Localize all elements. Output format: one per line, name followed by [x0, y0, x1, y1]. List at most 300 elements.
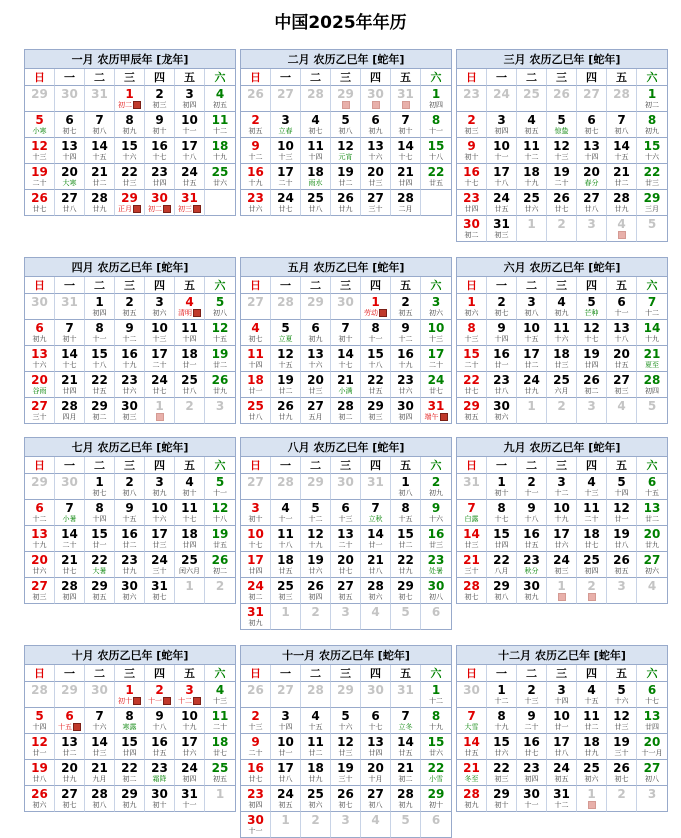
day-cell[interactable] [85, 294, 115, 320]
day-cell[interactable] [205, 294, 235, 320]
day-cell[interactable] [361, 138, 391, 164]
day-cell[interactable] [457, 682, 487, 708]
day-cell[interactable] [361, 760, 391, 786]
day-cell[interactable] [55, 86, 85, 112]
day-cell[interactable] [115, 138, 145, 164]
day-cell[interactable] [421, 526, 451, 552]
day-cell[interactable] [25, 372, 55, 398]
day-cell[interactable] [361, 708, 391, 734]
day-cell[interactable] [517, 294, 547, 320]
day-cell[interactable] [331, 812, 361, 838]
day-cell[interactable] [241, 708, 271, 734]
day-cell[interactable] [115, 190, 145, 216]
day-cell[interactable] [457, 86, 487, 112]
day-cell[interactable] [361, 372, 391, 398]
day-cell[interactable] [241, 138, 271, 164]
day-cell[interactable] [115, 526, 145, 552]
day-cell[interactable] [487, 164, 517, 190]
day-cell[interactable] [55, 708, 85, 734]
day-cell[interactable] [577, 708, 607, 734]
day-cell[interactable] [241, 578, 271, 604]
day-cell[interactable] [55, 112, 85, 138]
day-cell[interactable] [577, 86, 607, 112]
day-cell[interactable] [331, 164, 361, 190]
day-cell[interactable] [271, 526, 301, 552]
day-cell[interactable] [517, 320, 547, 346]
day-cell[interactable] [487, 86, 517, 112]
day-cell[interactable] [457, 578, 487, 604]
day-cell[interactable] [241, 190, 271, 216]
day-cell[interactable] [457, 190, 487, 216]
day-cell[interactable] [205, 760, 235, 786]
day-cell[interactable] [331, 734, 361, 760]
day-cell[interactable] [301, 604, 331, 630]
day-cell[interactable] [421, 552, 451, 578]
day-cell[interactable] [607, 474, 637, 500]
day-cell[interactable] [637, 760, 667, 786]
day-cell[interactable] [331, 526, 361, 552]
day-cell[interactable] [301, 708, 331, 734]
day-cell[interactable] [361, 682, 391, 708]
day-cell[interactable] [577, 372, 607, 398]
day-cell[interactable] [271, 346, 301, 372]
day-cell[interactable] [637, 86, 667, 112]
day-cell[interactable] [205, 474, 235, 500]
day-cell[interactable] [607, 112, 637, 138]
day-cell[interactable] [301, 812, 331, 838]
day-cell[interactable] [175, 138, 205, 164]
day-cell[interactable] [145, 138, 175, 164]
day-cell[interactable] [361, 294, 391, 320]
day-cell[interactable] [637, 112, 667, 138]
day-cell[interactable] [457, 708, 487, 734]
day-cell[interactable] [391, 552, 421, 578]
day-cell[interactable] [301, 398, 331, 424]
day-cell[interactable] [487, 190, 517, 216]
day-cell[interactable] [517, 734, 547, 760]
day-cell[interactable] [421, 578, 451, 604]
day-cell[interactable] [517, 578, 547, 604]
day-cell[interactable] [301, 294, 331, 320]
day-cell[interactable] [55, 138, 85, 164]
day-cell[interactable] [241, 474, 271, 500]
day-cell[interactable] [331, 500, 361, 526]
day-cell[interactable] [25, 578, 55, 604]
day-cell[interactable] [205, 526, 235, 552]
day-cell[interactable] [145, 474, 175, 500]
day-cell[interactable] [241, 86, 271, 112]
day-cell[interactable] [487, 734, 517, 760]
day-cell[interactable] [391, 86, 421, 112]
day-cell[interactable] [421, 812, 451, 838]
day-cell[interactable] [175, 294, 205, 320]
day-cell[interactable] [361, 526, 391, 552]
day-cell[interactable] [145, 372, 175, 398]
day-cell[interactable] [271, 164, 301, 190]
day-cell[interactable] [607, 734, 637, 760]
day-cell[interactable] [175, 398, 205, 424]
day-cell[interactable] [205, 372, 235, 398]
day-cell[interactable] [547, 526, 577, 552]
day-cell[interactable] [391, 112, 421, 138]
day-cell[interactable] [547, 294, 577, 320]
day-cell[interactable] [271, 474, 301, 500]
day-cell[interactable] [391, 760, 421, 786]
day-cell[interactable] [487, 216, 517, 242]
day-cell[interactable] [301, 786, 331, 812]
day-cell[interactable] [391, 526, 421, 552]
day-cell[interactable] [391, 812, 421, 838]
day-cell[interactable] [271, 500, 301, 526]
day-cell[interactable] [457, 552, 487, 578]
day-cell[interactable] [55, 474, 85, 500]
day-cell[interactable] [547, 708, 577, 734]
day-cell[interactable] [271, 86, 301, 112]
day-cell[interactable] [547, 320, 577, 346]
day-cell[interactable] [25, 552, 55, 578]
day-cell[interactable] [115, 552, 145, 578]
day-cell[interactable] [241, 500, 271, 526]
day-cell[interactable] [637, 552, 667, 578]
day-cell[interactable] [517, 760, 547, 786]
day-cell[interactable] [607, 760, 637, 786]
day-cell[interactable] [487, 474, 517, 500]
day-cell[interactable] [55, 320, 85, 346]
day-cell[interactable] [205, 708, 235, 734]
day-cell[interactable] [547, 164, 577, 190]
day-cell[interactable] [577, 346, 607, 372]
day-cell[interactable] [115, 86, 145, 112]
day-cell[interactable] [175, 708, 205, 734]
day-cell[interactable] [577, 294, 607, 320]
day-cell[interactable] [421, 760, 451, 786]
day-cell[interactable] [457, 138, 487, 164]
day-cell[interactable] [205, 578, 235, 604]
day-cell[interactable] [205, 86, 235, 112]
day-cell[interactable] [25, 526, 55, 552]
day-cell[interactable] [361, 474, 391, 500]
day-cell[interactable] [577, 500, 607, 526]
day-cell[interactable] [25, 398, 55, 424]
day-cell[interactable] [115, 320, 145, 346]
day-cell[interactable] [115, 372, 145, 398]
day-cell[interactable] [175, 346, 205, 372]
day-cell[interactable] [577, 398, 607, 424]
day-cell[interactable] [421, 86, 451, 112]
day-cell[interactable] [577, 190, 607, 216]
day-cell[interactable] [145, 112, 175, 138]
day-cell[interactable] [331, 138, 361, 164]
day-cell[interactable] [55, 164, 85, 190]
day-cell[interactable] [175, 500, 205, 526]
day-cell[interactable] [241, 112, 271, 138]
day-cell[interactable] [361, 604, 391, 630]
day-cell[interactable] [421, 734, 451, 760]
day-cell[interactable] [301, 474, 331, 500]
day-cell[interactable] [361, 190, 391, 216]
day-cell[interactable] [457, 164, 487, 190]
day-cell[interactable] [517, 346, 547, 372]
day-cell[interactable] [457, 474, 487, 500]
day-cell[interactable] [577, 682, 607, 708]
day-cell[interactable] [361, 552, 391, 578]
day-cell[interactable] [55, 578, 85, 604]
day-cell[interactable] [361, 112, 391, 138]
day-cell[interactable] [391, 164, 421, 190]
day-cell[interactable] [175, 164, 205, 190]
day-cell[interactable] [577, 734, 607, 760]
day-cell[interactable] [361, 786, 391, 812]
day-cell[interactable] [25, 474, 55, 500]
day-cell[interactable] [607, 164, 637, 190]
day-cell[interactable] [25, 682, 55, 708]
day-cell[interactable] [55, 190, 85, 216]
day-cell[interactable] [205, 138, 235, 164]
day-cell[interactable] [301, 320, 331, 346]
day-cell[interactable] [487, 786, 517, 812]
day-cell[interactable] [607, 578, 637, 604]
day-cell[interactable] [25, 786, 55, 812]
day-cell[interactable] [331, 398, 361, 424]
day-cell[interactable] [25, 86, 55, 112]
day-cell[interactable] [517, 398, 547, 424]
day-cell[interactable] [271, 708, 301, 734]
day-cell[interactable] [577, 552, 607, 578]
day-cell[interactable] [115, 164, 145, 190]
day-cell[interactable] [115, 760, 145, 786]
day-cell[interactable] [145, 760, 175, 786]
day-cell[interactable] [85, 578, 115, 604]
day-cell[interactable] [517, 164, 547, 190]
day-cell[interactable] [331, 372, 361, 398]
day-cell[interactable] [331, 552, 361, 578]
day-cell[interactable] [241, 682, 271, 708]
day-cell[interactable] [421, 708, 451, 734]
day-cell[interactable] [361, 346, 391, 372]
day-cell[interactable] [331, 708, 361, 734]
day-cell[interactable] [205, 346, 235, 372]
day-cell[interactable] [607, 320, 637, 346]
day-cell[interactable] [547, 474, 577, 500]
day-cell[interactable] [607, 682, 637, 708]
day-cell[interactable] [487, 320, 517, 346]
day-cell[interactable] [25, 708, 55, 734]
day-cell[interactable] [271, 320, 301, 346]
day-cell[interactable] [361, 86, 391, 112]
day-cell[interactable] [175, 320, 205, 346]
day-cell[interactable] [487, 526, 517, 552]
day-cell[interactable] [391, 138, 421, 164]
day-cell[interactable] [331, 190, 361, 216]
day-cell[interactable] [145, 682, 175, 708]
day-cell[interactable] [85, 708, 115, 734]
day-cell[interactable] [241, 164, 271, 190]
day-cell[interactable] [115, 294, 145, 320]
day-cell[interactable] [517, 112, 547, 138]
day-cell[interactable] [577, 112, 607, 138]
day-cell[interactable] [391, 604, 421, 630]
day-cell[interactable] [301, 190, 331, 216]
day-cell[interactable] [25, 190, 55, 216]
day-cell[interactable] [271, 760, 301, 786]
day-cell[interactable] [391, 500, 421, 526]
day-cell[interactable] [115, 734, 145, 760]
day-cell[interactable] [547, 372, 577, 398]
day-cell[interactable] [55, 786, 85, 812]
day-cell[interactable] [55, 682, 85, 708]
day-cell[interactable] [607, 526, 637, 552]
day-cell[interactable] [637, 708, 667, 734]
day-cell[interactable] [115, 500, 145, 526]
day-cell[interactable] [301, 526, 331, 552]
day-cell[interactable] [301, 372, 331, 398]
day-cell[interactable] [331, 760, 361, 786]
day-cell[interactable] [85, 164, 115, 190]
day-cell[interactable] [457, 786, 487, 812]
day-cell[interactable] [487, 500, 517, 526]
day-cell[interactable] [145, 786, 175, 812]
day-cell[interactable] [361, 164, 391, 190]
day-cell[interactable] [607, 708, 637, 734]
day-cell[interactable] [85, 190, 115, 216]
day-cell[interactable] [577, 526, 607, 552]
day-cell[interactable] [637, 138, 667, 164]
day-cell[interactable] [547, 190, 577, 216]
day-cell[interactable] [85, 346, 115, 372]
day-cell[interactable] [607, 786, 637, 812]
day-cell[interactable] [577, 164, 607, 190]
day-cell[interactable] [145, 320, 175, 346]
day-cell[interactable] [391, 474, 421, 500]
day-cell[interactable] [421, 604, 451, 630]
day-cell[interactable] [547, 112, 577, 138]
day-cell[interactable] [637, 786, 667, 812]
day-cell[interactable] [547, 552, 577, 578]
day-cell[interactable] [301, 346, 331, 372]
day-cell[interactable] [331, 786, 361, 812]
day-cell[interactable] [577, 760, 607, 786]
day-cell[interactable] [85, 474, 115, 500]
day-cell[interactable] [517, 216, 547, 242]
day-cell[interactable] [241, 734, 271, 760]
day-cell[interactable] [241, 346, 271, 372]
day-cell[interactable] [301, 86, 331, 112]
day-cell[interactable] [457, 398, 487, 424]
day-cell[interactable] [487, 346, 517, 372]
day-cell[interactable] [271, 138, 301, 164]
day-cell[interactable] [637, 734, 667, 760]
day-cell[interactable] [175, 372, 205, 398]
day-cell[interactable] [457, 500, 487, 526]
day-cell[interactable] [577, 138, 607, 164]
day-cell[interactable] [115, 786, 145, 812]
day-cell[interactable] [331, 86, 361, 112]
day-cell[interactable] [241, 604, 271, 630]
day-cell[interactable] [637, 474, 667, 500]
day-cell[interactable] [271, 552, 301, 578]
day-cell[interactable] [637, 682, 667, 708]
day-cell[interactable] [331, 604, 361, 630]
day-cell[interactable] [271, 734, 301, 760]
day-cell[interactable] [637, 320, 667, 346]
day-cell[interactable] [487, 682, 517, 708]
day-cell[interactable] [145, 86, 175, 112]
day-cell[interactable] [271, 294, 301, 320]
day-cell[interactable] [457, 526, 487, 552]
day-cell[interactable] [607, 552, 637, 578]
day-cell[interactable] [637, 398, 667, 424]
day-cell[interactable] [391, 708, 421, 734]
day-cell[interactable] [205, 164, 235, 190]
day-cell[interactable] [271, 812, 301, 838]
day-cell[interactable] [487, 708, 517, 734]
day-cell[interactable] [457, 346, 487, 372]
day-cell[interactable] [115, 398, 145, 424]
day-cell[interactable] [607, 346, 637, 372]
day-cell[interactable] [517, 372, 547, 398]
day-cell[interactable] [145, 708, 175, 734]
day-cell[interactable] [391, 372, 421, 398]
day-cell[interactable] [271, 372, 301, 398]
day-cell[interactable] [487, 552, 517, 578]
day-cell[interactable] [421, 190, 451, 216]
day-cell[interactable] [637, 578, 667, 604]
day-cell[interactable] [55, 398, 85, 424]
day-cell[interactable] [607, 294, 637, 320]
day-cell[interactable] [517, 474, 547, 500]
day-cell[interactable] [241, 398, 271, 424]
day-cell[interactable] [607, 216, 637, 242]
day-cell[interactable] [205, 734, 235, 760]
day-cell[interactable] [55, 372, 85, 398]
day-cell[interactable] [547, 346, 577, 372]
day-cell[interactable] [607, 372, 637, 398]
day-cell[interactable] [487, 138, 517, 164]
day-cell[interactable] [607, 190, 637, 216]
day-cell[interactable] [115, 708, 145, 734]
day-cell[interactable] [457, 294, 487, 320]
day-cell[interactable] [487, 578, 517, 604]
day-cell[interactable] [517, 552, 547, 578]
day-cell[interactable] [301, 682, 331, 708]
day-cell[interactable] [331, 346, 361, 372]
day-cell[interactable] [517, 500, 547, 526]
day-cell[interactable] [517, 786, 547, 812]
day-cell[interactable] [25, 346, 55, 372]
day-cell[interactable] [85, 372, 115, 398]
day-cell[interactable] [391, 682, 421, 708]
day-cell[interactable] [547, 500, 577, 526]
day-cell[interactable] [547, 398, 577, 424]
day-cell[interactable] [457, 112, 487, 138]
day-cell[interactable] [391, 346, 421, 372]
day-cell[interactable] [421, 474, 451, 500]
day-cell[interactable] [331, 682, 361, 708]
day-cell[interactable] [421, 346, 451, 372]
day-cell[interactable] [607, 398, 637, 424]
day-cell[interactable] [271, 398, 301, 424]
day-cell[interactable] [55, 526, 85, 552]
day-cell[interactable] [85, 398, 115, 424]
day-cell[interactable] [301, 138, 331, 164]
day-cell[interactable] [361, 320, 391, 346]
day-cell[interactable] [175, 474, 205, 500]
day-cell[interactable] [607, 86, 637, 112]
day-cell[interactable] [457, 734, 487, 760]
day-cell[interactable] [175, 682, 205, 708]
day-cell[interactable] [421, 164, 451, 190]
day-cell[interactable] [241, 786, 271, 812]
